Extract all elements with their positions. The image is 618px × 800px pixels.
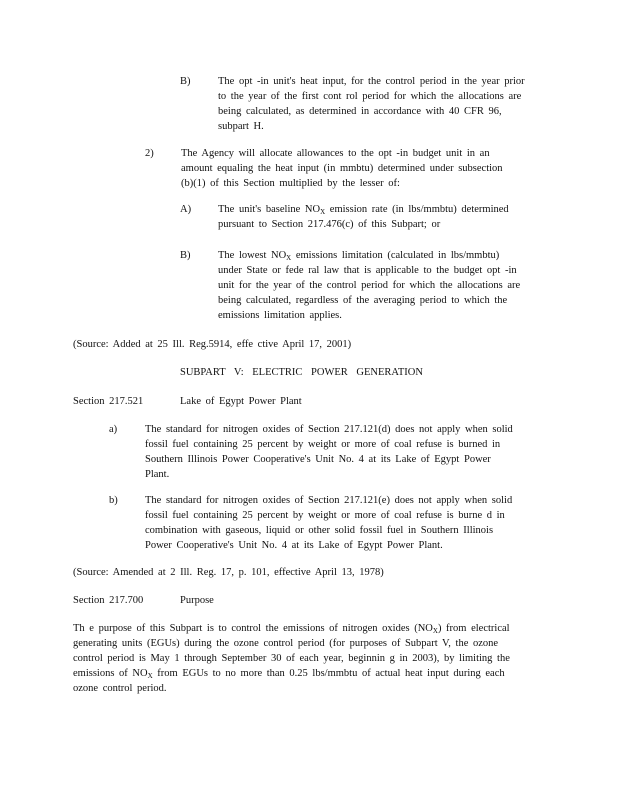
text-line: being calculated, as determined in accordance with 40 CFR 96, [218, 106, 502, 117]
item-label: a) [109, 424, 118, 435]
item-label: B) [180, 250, 191, 261]
section-number: Section 217.700 [73, 595, 144, 606]
purpose-paragraph [73, 621, 531, 696]
text-line: (b)(1) of this Section multiplied by the lesser of: [181, 178, 400, 189]
text-line: The Agency will allocate allowances to the opt -in budget unit in an [181, 148, 490, 159]
text-line: Plant. [145, 469, 170, 480]
section-title: Lake of Egypt Power Plant [180, 396, 302, 407]
text-line: unit for the year of the control period for which the allocations are [218, 280, 521, 291]
text-line: The opt -in unit's heat input, for the control period in the year prior [218, 76, 525, 87]
item-521b-text [145, 493, 537, 553]
item-2-allocation-text [181, 146, 522, 191]
text-line: subpart H. [218, 121, 264, 132]
text-line: under State or fede ral law that is applicable to the budget opt -in [218, 265, 517, 276]
text-line: to the year of the first cont rol period for which the allocations are [218, 91, 522, 102]
text-line: being calculated, regardless of the averaging period to which the [218, 295, 508, 306]
item-label: 2) [145, 148, 154, 159]
text-line: fossil fuel containing 25 percent by weight or more of coal refuse is burned in [145, 439, 501, 450]
text-line: generating units (EGUs) during the ozone control period (for purposes of Subpart V, the ozone [73, 638, 499, 649]
item-label: B) [180, 76, 191, 87]
text-line: combination with gaseous, liquid or other solid fossil fuel in Southern Illinois [145, 525, 494, 536]
item-b-heat-input-text [218, 74, 536, 134]
text-line: The standard for nitrogen oxides of Section 217.121(e) does not apply when solid [145, 495, 513, 506]
text-line: The lowest $NO_X$ emissions limitation (calculated in lbs/mmbtu) [218, 250, 500, 262]
text-line: pursuant to Section 217.476(c) of this Subpart; or [218, 219, 441, 230]
text-line: amount equaling the heat input (in mmbtu) determined under subsection [181, 163, 503, 174]
text-line: The unit's baseline $NO_X$ emission rate (in lbs/mmbtu) determined [218, 204, 509, 216]
section-title: Purpose [180, 595, 214, 606]
text-line: ozone control period. [73, 683, 167, 694]
item-2a-baseline-text [218, 202, 536, 232]
source-note: (Source: Added at 25 Ill. Reg.5914, effe ctive April 17, 2001) [73, 339, 352, 350]
text-line: Th e purpose of this Subpart is to control the emissions of nitrogen oxides $(NO_X)$ from electrical [73, 623, 510, 635]
text-line: Power Cooperative's Unit No. 4 at its Lake of Egypt Power Plant. [145, 540, 443, 551]
text-line: control period is May 1 through September 30 of each year, beginnin g in 2003), by limiting the [73, 653, 510, 664]
text-line: Southern Illinois Power Cooperative's Unit No. 4 at its Lake of Egypt Power [145, 454, 491, 465]
text-line: The standard for nitrogen oxides of Section 217.121(d) does not apply when solid [145, 424, 513, 435]
subpart-heading: SUBPART V: ELECTRIC POWER GENERATION [180, 367, 423, 378]
item-label: b) [109, 495, 118, 506]
source-note: (Source: Amended at 2 Ill. Reg. 17, p. 101, effective April 13, 1978) [73, 567, 384, 578]
text-line: emissions of $NO_X$ from EGUs to no more than 0.25 lbs/mmbtu of actual heat input during each [73, 668, 505, 680]
text-line: fossil fuel containing 25 percent by weight or more of coal refuse is burne d in [145, 510, 505, 521]
item-521a-text [145, 422, 537, 482]
text-line: emissions limitation applies. [218, 310, 342, 321]
section-number: Section 217.521 [73, 396, 144, 407]
item-label: A) [180, 204, 192, 215]
item-2b-lowest-limitation-text [218, 248, 536, 323]
